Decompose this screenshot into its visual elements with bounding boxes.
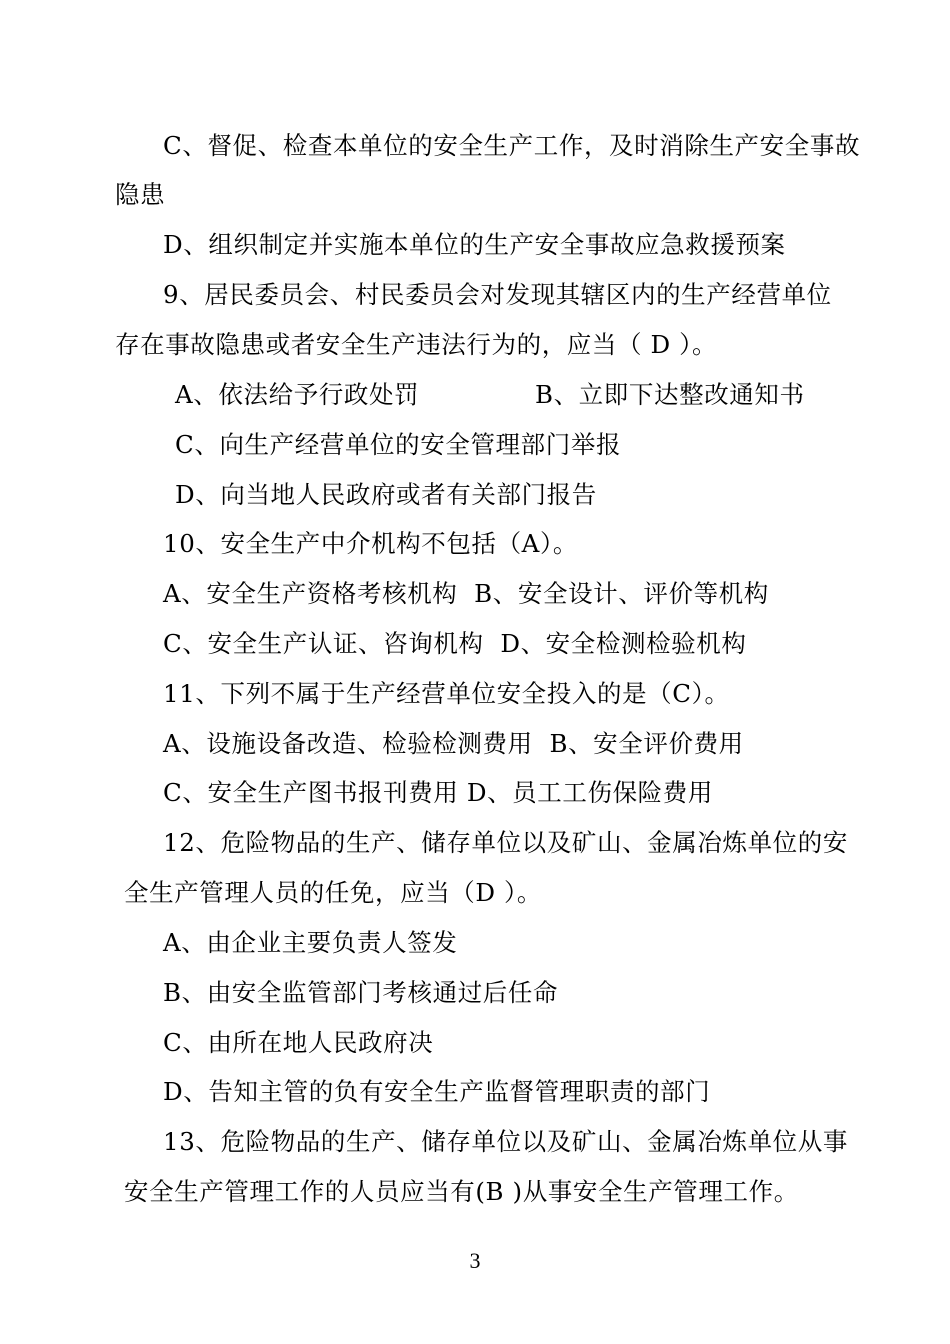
option-8d: D、组织制定并实施本单位的生产安全事故应急救援预案 bbox=[163, 230, 786, 259]
options-11ab: A、设施设备改造、检验检测费用 B、安全评价费用 bbox=[163, 729, 744, 758]
option-12d: D、告知主管的负有安全生产监督管理职责的部门 bbox=[163, 1077, 711, 1106]
question-11: 11、下列不属于生产经营单位安全投入的是（C）。 bbox=[163, 679, 730, 708]
option-9c: C、向生产经营单位的安全管理部门举报 bbox=[175, 430, 622, 459]
option-12b: B、由安全监管部门考核通过后任命 bbox=[163, 978, 559, 1007]
option-8c-line1: C、督促、检查本单位的安全生产工作，及时消除生产安全事故 bbox=[163, 131, 861, 160]
question-9-line2: 存在事故隐患或者安全生产违法行为的，应当（ D ）。 bbox=[115, 330, 718, 359]
options-11cd: C、安全生产图书报刊费用 D、员工工伤保险费用 bbox=[163, 778, 713, 807]
option-9d: D、向当地人民政府或者有关部门报告 bbox=[175, 480, 597, 509]
option-9b: B、立即下达整改通知书 bbox=[535, 380, 805, 409]
options-10cd: C、安全生产认证、咨询机构 D、安全检测检验机构 bbox=[163, 629, 747, 658]
question-12-line1: 12、危险物品的生产、储存单位以及矿山、金属冶炼单位的安 bbox=[163, 828, 848, 857]
options-10ab: A、安全生产资格考核机构 B、安全设计、评价等机构 bbox=[163, 579, 769, 608]
question-12-line2: 全生产管理人员的任免，应当（D ）。 bbox=[124, 878, 542, 907]
option-8c-line2: 隐患 bbox=[115, 180, 166, 209]
question-10: 10、安全生产中介机构不包括（A）。 bbox=[163, 529, 578, 558]
option-12a: A、由企业主要负责人签发 bbox=[163, 928, 458, 957]
question-13-line2: 安全生产管理工作的人员应当有(B )从事安全生产管理工作。 bbox=[124, 1177, 799, 1206]
option-12c: C、由所在地人民政府决 bbox=[163, 1028, 434, 1057]
page-number: 3 bbox=[469, 1248, 481, 1273]
option-9a: A、依法给予行政处罚 bbox=[175, 380, 420, 409]
question-9-line1: 9、居民委员会、村民委员会对发现其辖区内的生产经营单位 bbox=[163, 280, 832, 309]
question-13-line1: 13、危险物品的生产、储存单位以及矿山、金属冶炼单位从事 bbox=[163, 1127, 848, 1156]
